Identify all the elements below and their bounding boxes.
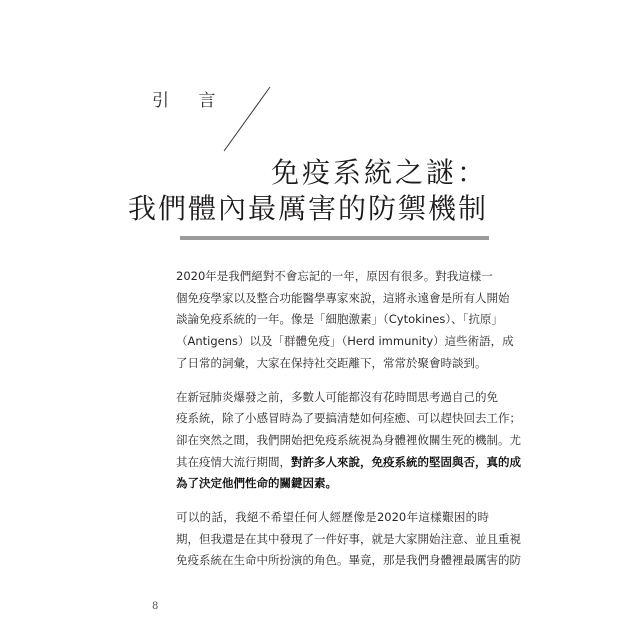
body-text (153, 266, 521, 584)
text-line: 了日常的詞彙，大家在保持社交距離下，常常於聚會時談到。 (176, 355, 487, 370)
text-line: 卻在突然之間，我們開始把免疫系統視為身體裡攸關生死的機制。尤 (176, 432, 521, 447)
text-line: 談論免疫系統的一年。像是「細胞激素」（Cytokines）、「抗原」 (176, 312, 503, 327)
section-label: 引 言 (152, 91, 228, 111)
text-line: 可以的話，我絕不希望任何人經歷像是2020年這樣艱困的時 (176, 510, 489, 525)
paragraph-3 (153, 507, 521, 572)
text-line: 疫系統，除了小感冒時為了要搞清楚如何痊癒、可以趕快回去工作； (176, 411, 521, 426)
paragraph-1 (153, 266, 514, 375)
text-run: 其在疫情大流行期間， (176, 454, 291, 469)
text-line: 2020年是我們絕對不會忘記的一年，原因有很多。對我這樣一 (176, 269, 493, 283)
text-line: 個免疫學家以及整合功能醫學專家來說，這將永遠會是所有人開始 (176, 290, 510, 305)
title-underline (180, 236, 489, 240)
emphasis-text: 為了決定他們性命的關鍵因素。 (176, 476, 337, 491)
text-line-mixed (153, 452, 521, 474)
text-line: 在新冠肺炎爆發之前，多數人可能都沒有花時間思考過自己的免 (176, 389, 498, 404)
text-line: 免疫系統在生命中所扮演的角色。畢竟，那是我們身體裡最厲害的防 (176, 553, 521, 568)
emphasis-text: 對許多人來說，免疫系統的堅固與否，真的成 (291, 454, 521, 469)
chapter-title-line-1: 免疫系統之謎： (270, 156, 488, 189)
decorative-slash (222, 86, 272, 152)
chapter-title (128, 155, 488, 227)
page-number: 8 (152, 601, 159, 612)
text-line: 期，但我還是在其中發現了一件好事，就是大家開始注意、並且重視 (176, 531, 521, 546)
paragraph-2 (153, 387, 521, 496)
text-line: （Antigens）以及「群體免疫」（Herd immunity）這些術語，成 (176, 334, 514, 349)
chapter-title-line-2: 我們體內最厲害的防禦機制 (127, 192, 488, 225)
